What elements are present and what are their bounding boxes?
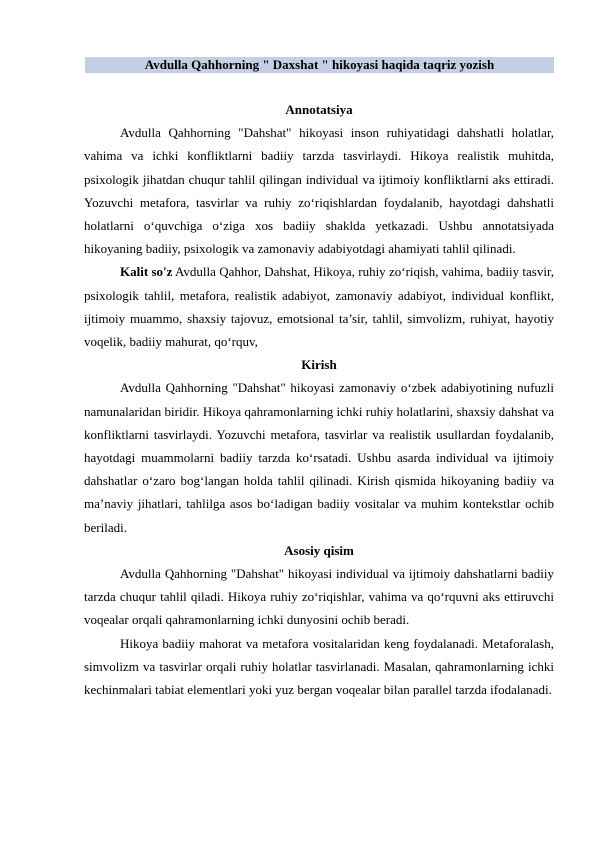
document-body xyxy=(84,98,554,701)
keywords-label: Kalit so'z xyxy=(120,264,173,280)
intro-heading: Kirish xyxy=(301,357,337,373)
intro-paragraph: Avdulla Qahhorning "Dahshat" hikoyasi zamonaviy o‘zbek adabiyotining nufuzli namunalaridan biridir. Hikoya qahramonlarning ichki ruhiy holatlarini, shaxsiy dahshat va konfliktlarni tasvirlaydi. Yozuvchi metafora, tasvirlar va realistik usullardan foydalanib, hayotdagi muammolarni badiiy tarzda ko‘rsatadi. Ushbu asarda individual va ijtimoiy dahshatlar o‘zaro bog‘langan holda tahlil qilinadi. Kirish qismida hikoyaning badiiy va ma’naviy jihatlari, tahlilga asos bo‘ladigan badiiy vositalar va muhim kontekstlar ochib beriladi. xyxy=(84,380,554,535)
document-title: Avdulla Qahhorning " Daxshat " hikoyasi haqida taqriz yozish xyxy=(144,57,495,72)
main-heading: Asosiy qisim xyxy=(284,542,354,558)
keywords-paragraph xyxy=(84,260,554,353)
main-paragraph-1: Avdulla Qahhorning "Dahshat" hikoyasi individual va ijtimoiy dahshatlarni badiiy tarzda chuqur tahlil qiladi. Hikoya ruhiy zo‘riqishlar, vahima va qo‘rquvni aks ettiruvchi voqealar orqali qahramonlarning ichki dunyosini ochib beradi. xyxy=(84,566,554,628)
annotation-heading: Annotatsiya xyxy=(285,102,353,117)
keywords-text: Avdulla Qahhor, Dahshat, Hikoya, ruhiy zo‘riqish, vahima, badiiy tasvir, psixologik tahlil, metafora, realistik adabiyot, zamonaviy adabiyot, individual konflikt, ijtimoiy muammo, shaxsiy tajovuz, emotsional ta’sir, tahlil, simvolizm, ruhiyat, hayotiy voqelik, badiiy mahurat, qo‘rquv, xyxy=(84,264,554,350)
main-paragraph-2: Hikoya badiiy mahorat va metafora vositalaridan keng foydalanadi. Metaforalash, simvolizm va tasvirlar orqali ruhiy holatlar tasvirlanadi. Masalan, qahramonlarning ichki kechinmalari tabiat elementlari yoki yuz bergan voqealar bilan parallel tarzda ifodalanadi. xyxy=(84,635,554,698)
annotation-paragraph: Avdulla Qahhorning "Dahshat" hikoyasi inson ruhiyatidagi dahshatli holatlar, vahima va ichki konfliktlarni badiiy tarzda tasvirlaydi. Hikoya realistik muhitda, psixologik jihatdan chuqur tahlil qilingan individual va ijtimoiy konfliktlarni aks ettiradi. Yozuvchi metafora, tasvirlar va ruhiy zo‘riqishlardan foydalanib, hayotdagi dahshatli holatlarni o‘quvchiga o‘ziga xos badiiy shaklda yetkazadi. Ushbu annotatsiyada hikoyaning badiiy, psixologik va zamonaviy adabiyotdagi ahamiyati tahlil qilinadi. xyxy=(84,125,554,257)
